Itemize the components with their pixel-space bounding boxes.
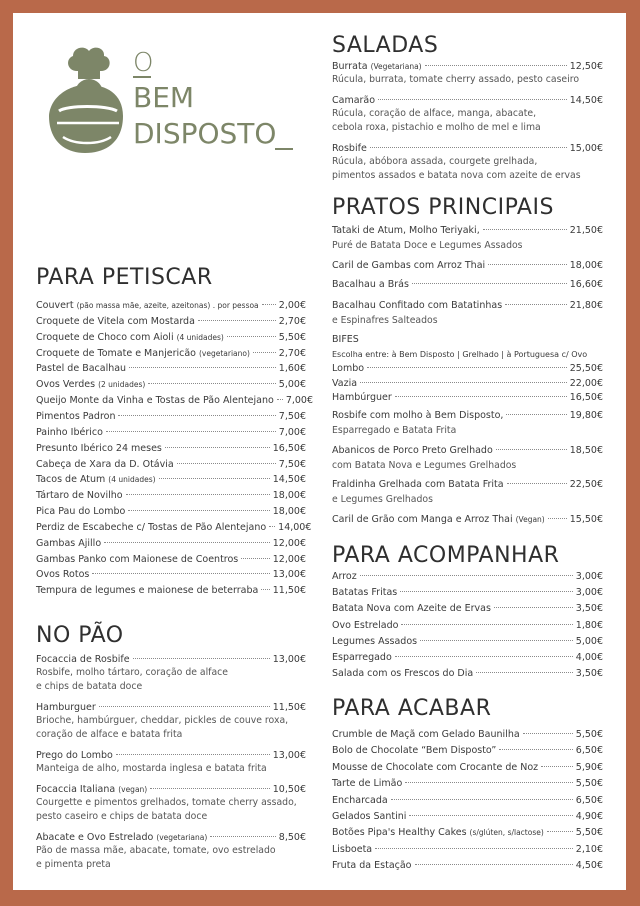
item-note: (Vegan) bbox=[515, 515, 545, 524]
item-name: Caril de Grão com Manga e Arroz Thai bbox=[332, 514, 513, 525]
dot-leader bbox=[253, 352, 276, 353]
menu-item bbox=[36, 410, 306, 423]
acompanhar-heading: PARA ACOMPANHAR bbox=[332, 543, 560, 568]
dot-leader bbox=[165, 447, 270, 448]
item-description: cebola roxa, pistachio e molho de mel e lima bbox=[332, 122, 541, 133]
item-price: 5,50€ bbox=[575, 827, 603, 839]
item-name: Focaccia de Rosbife bbox=[36, 654, 130, 665]
dot-leader bbox=[177, 463, 276, 464]
dot-leader bbox=[159, 478, 270, 479]
item-note: (vegan) bbox=[118, 785, 148, 794]
item-description: Rúcula, coração de alface, manga, abacate, bbox=[332, 108, 537, 119]
item-price: 11,50€ bbox=[272, 585, 306, 597]
item-name: Fruta da Estação bbox=[332, 860, 412, 872]
item-name: Presunto Ibérico 24 meses bbox=[36, 442, 162, 454]
dot-leader bbox=[483, 229, 567, 230]
item-note: (vegetariana) bbox=[156, 833, 208, 842]
item-name: Bolo de Chocolate “Bem Disposto” bbox=[332, 745, 497, 757]
item-price: 14,50€ bbox=[272, 474, 306, 486]
item-description: com Batata Nova e Legumes Grelhados bbox=[332, 460, 517, 471]
item-price: 7,00€ bbox=[285, 395, 314, 407]
item-description: pesto caseiro e chips de batata doce bbox=[36, 811, 208, 822]
dot-leader bbox=[415, 864, 573, 865]
item-price: 4,50€ bbox=[575, 860, 603, 872]
item-name: Crumble de Maçã com Gelado Baunilha bbox=[332, 729, 520, 740]
dot-leader bbox=[425, 65, 567, 66]
menu-item bbox=[332, 513, 603, 526]
dot-leader bbox=[262, 304, 276, 305]
dot-leader bbox=[148, 383, 275, 384]
item-name: Batata Nova com Azeite de Ervas bbox=[332, 603, 491, 615]
item-name: Fraldinha Grelhada com Batata Frita bbox=[332, 479, 504, 490]
item-price: 3,00€ bbox=[575, 587, 603, 599]
menu-item bbox=[332, 586, 603, 599]
item-description: Brioche, hambúrguer, cheddar, pickles de couve roxa, bbox=[36, 715, 289, 726]
item-note: (4 unidades) bbox=[176, 332, 224, 342]
dot-leader bbox=[375, 848, 573, 849]
bifes-note: Escolha entre: à Bem Disposto | Grelhado | à Portuguesa c/ Ovo bbox=[332, 350, 588, 359]
item-price: 7,50€ bbox=[278, 410, 306, 422]
item-price: 3,50€ bbox=[575, 668, 603, 680]
petiscar-heading: PARA PETISCAR bbox=[36, 265, 213, 290]
item-name: Legumes Assados bbox=[332, 635, 418, 647]
item-price: 5,00€ bbox=[575, 635, 603, 647]
menu-item bbox=[36, 553, 306, 566]
menu-item bbox=[36, 521, 312, 534]
dot-leader bbox=[506, 414, 566, 415]
dot-leader bbox=[401, 624, 572, 625]
dot-leader bbox=[548, 518, 567, 519]
item-description: e chips de batata doce bbox=[36, 681, 143, 692]
item-price: 22,00€ bbox=[569, 377, 603, 389]
menu-item bbox=[332, 761, 603, 774]
menu-item bbox=[36, 749, 306, 762]
item-price: 14,50€ bbox=[569, 95, 603, 106]
menu-item bbox=[332, 651, 603, 664]
menu-item bbox=[36, 653, 306, 666]
menu-item bbox=[332, 728, 603, 741]
item-name: Prego do Lombo bbox=[36, 750, 113, 761]
item-name: Pastel de Bacalhau bbox=[36, 363, 127, 375]
menu-item bbox=[36, 442, 306, 455]
item-price: 6,50€ bbox=[575, 745, 603, 757]
item-price: 22,50€ bbox=[569, 479, 603, 490]
item-description: Esparregado e Batata Frita bbox=[332, 425, 457, 436]
bifes-title: BIFES bbox=[332, 334, 359, 345]
dot-leader bbox=[198, 320, 276, 321]
menu-item bbox=[36, 458, 306, 471]
item-name: Ovos Rotos bbox=[36, 569, 90, 581]
menu-item bbox=[332, 570, 603, 583]
acabar-heading: PARA ACABAR bbox=[332, 696, 492, 721]
item-name: Gelados Santini bbox=[332, 811, 407, 822]
menu-item bbox=[36, 331, 306, 344]
menu-item bbox=[36, 378, 306, 391]
item-price: 21,80€ bbox=[569, 300, 603, 311]
item-price: 8,50€ bbox=[278, 832, 306, 843]
item-price: 5,90€ bbox=[575, 761, 603, 773]
item-price: 12,50€ bbox=[569, 61, 603, 72]
item-price: 3,50€ bbox=[575, 603, 603, 615]
menu-item bbox=[332, 478, 603, 491]
item-name: Tarte de Limão bbox=[332, 778, 403, 790]
dot-leader bbox=[412, 283, 567, 284]
chef-logo bbox=[37, 41, 307, 161]
item-price: 1,60€ bbox=[278, 363, 306, 375]
item-price: 5,50€ bbox=[575, 778, 603, 790]
dot-leader bbox=[277, 399, 283, 400]
menu-item bbox=[332, 602, 603, 615]
dot-leader bbox=[126, 494, 270, 495]
menu-item bbox=[36, 568, 306, 581]
dot-leader bbox=[395, 396, 567, 397]
item-name: Tataki de Atum, Molho Teriyaki, bbox=[332, 225, 480, 236]
item-price: 5,00€ bbox=[278, 379, 306, 391]
menu-item bbox=[36, 505, 306, 518]
item-name: Vazia bbox=[332, 377, 358, 389]
item-description: Manteiga de alho, mostarda inglesa e batata frita bbox=[36, 763, 267, 774]
pratos-heading: PRATOS PRINCIPAIS bbox=[332, 195, 554, 220]
dot-leader bbox=[420, 640, 573, 641]
item-price: 13,00€ bbox=[272, 654, 306, 665]
dot-leader bbox=[507, 483, 567, 484]
dot-leader bbox=[409, 815, 572, 816]
menu-item bbox=[332, 142, 603, 155]
menu-item bbox=[332, 409, 603, 422]
menu-item bbox=[332, 826, 603, 839]
dot-leader bbox=[370, 147, 567, 148]
item-name: Ovo Estrelado bbox=[332, 619, 399, 631]
menu-item bbox=[332, 444, 603, 457]
item-name: Lisboeta bbox=[332, 843, 373, 855]
item-price: 1,80€ bbox=[575, 619, 603, 631]
brand-line1: O bbox=[133, 48, 154, 78]
item-price: 5,50€ bbox=[278, 331, 306, 343]
dot-leader bbox=[360, 575, 573, 576]
item-name: Abanicos de Porco Preto Grelhado bbox=[332, 445, 493, 456]
dot-leader bbox=[405, 782, 573, 783]
item-name: Caril de Gambas com Arroz Thai bbox=[332, 260, 486, 271]
item-note: (vegetariano) bbox=[198, 348, 250, 358]
item-name: Batatas Fritas bbox=[332, 587, 398, 599]
menu-item bbox=[36, 299, 306, 312]
menu-item bbox=[332, 377, 603, 390]
item-description: Rúcula, abóbora assada, courgete grelhada, bbox=[332, 156, 538, 167]
dot-leader bbox=[476, 672, 573, 673]
menu-item bbox=[332, 259, 603, 272]
item-description: Rosbife, molho tártaro, coração de alface bbox=[36, 667, 228, 678]
menu-item bbox=[332, 619, 603, 632]
item-price: 13,00€ bbox=[272, 750, 306, 761]
menu-item bbox=[36, 831, 306, 844]
menu-item bbox=[332, 744, 603, 757]
menu-item bbox=[36, 489, 306, 502]
menu-item bbox=[36, 701, 306, 714]
dot-leader bbox=[92, 573, 269, 574]
menu-page bbox=[13, 13, 626, 890]
item-description: coração de alface e batata frita bbox=[36, 729, 183, 740]
item-price: 3,00€ bbox=[575, 571, 603, 582]
item-price: 15,00€ bbox=[569, 143, 603, 154]
item-name: Arroz bbox=[332, 571, 357, 582]
item-price: 5,50€ bbox=[575, 729, 603, 740]
item-price: 4,00€ bbox=[575, 652, 603, 663]
dot-leader bbox=[128, 510, 269, 511]
item-name: Esparregado bbox=[332, 652, 392, 663]
item-description: e pimenta preta bbox=[36, 859, 111, 870]
item-name: Couvert bbox=[36, 300, 74, 311]
dot-leader bbox=[269, 526, 275, 527]
item-price: 16,60€ bbox=[569, 279, 603, 290]
dot-leader bbox=[499, 749, 572, 750]
item-note: (4 unidades) bbox=[108, 475, 156, 485]
dot-leader bbox=[488, 264, 567, 265]
dot-leader bbox=[541, 766, 573, 767]
dot-leader bbox=[496, 449, 567, 450]
item-name: Pica Pau do Lombo bbox=[36, 506, 126, 518]
dot-leader bbox=[391, 799, 573, 800]
item-name: Burrata bbox=[332, 61, 368, 72]
item-price: 2,70€ bbox=[278, 315, 306, 327]
item-name: Hamburguer bbox=[36, 702, 96, 713]
item-name: Croquete de Choco com Aioli bbox=[36, 331, 174, 343]
menu-item bbox=[332, 299, 603, 312]
dot-leader bbox=[367, 367, 567, 368]
dot-leader bbox=[210, 836, 276, 837]
item-description: Courgette e pimentos grelhados, tomate cherry assado, bbox=[36, 797, 297, 808]
item-name: Gambas Panko com Maionese de Coentros bbox=[36, 553, 239, 565]
menu-item bbox=[36, 426, 306, 439]
item-description: Rúcula, burrata, tomate cherry assado, pesto caseiro bbox=[332, 74, 580, 85]
dot-leader bbox=[241, 558, 270, 559]
menu-item bbox=[332, 810, 603, 823]
item-name: Tacos de Atum bbox=[36, 474, 106, 486]
menu-item bbox=[332, 60, 603, 73]
brand-line3: DISPOSTO bbox=[133, 117, 277, 150]
menu-item bbox=[36, 584, 306, 597]
item-name: Botões Pipa's Healthy Cakes bbox=[332, 827, 467, 839]
item-name: Salada com os Frescos do Dia bbox=[332, 668, 474, 680]
item-name: Bacalhau Confitado com Batatinhas bbox=[332, 300, 503, 311]
dot-leader bbox=[106, 431, 276, 432]
item-name: Croquete de Tomate e Manjericão bbox=[36, 347, 196, 359]
item-name: Bacalhau a Brás bbox=[332, 279, 409, 290]
item-note: (s/glúten, s/lactose) bbox=[469, 828, 544, 838]
item-price: 2,00€ bbox=[278, 300, 306, 311]
item-name: Croquete de Vitela com Mostarda bbox=[36, 315, 195, 327]
menu-item bbox=[332, 224, 603, 237]
menu-item bbox=[36, 537, 306, 550]
dot-leader bbox=[494, 607, 573, 608]
dot-leader bbox=[378, 99, 567, 100]
dot-leader bbox=[104, 542, 270, 543]
item-note: (Vegetariana) bbox=[370, 62, 422, 71]
dot-leader bbox=[261, 589, 269, 590]
dot-leader bbox=[523, 733, 573, 734]
menu-item bbox=[332, 794, 603, 807]
item-price: 15,50€ bbox=[569, 514, 603, 525]
menu-item bbox=[36, 315, 306, 328]
item-price: 2,70€ bbox=[278, 347, 306, 359]
item-description: e Legumes Grelhados bbox=[332, 494, 433, 505]
menu-item bbox=[36, 362, 306, 375]
item-description: Pão de massa mãe, abacate, tomate, ovo estrelado bbox=[36, 845, 276, 856]
item-price: 19,80€ bbox=[569, 410, 603, 421]
item-note: (2 unidades) bbox=[98, 380, 146, 390]
item-price: 16,50€ bbox=[569, 392, 603, 403]
item-price: 18,00€ bbox=[569, 260, 603, 271]
saladas-heading: SALADAS bbox=[332, 33, 439, 58]
item-price: 18,50€ bbox=[569, 445, 603, 456]
item-description: pimentos assados e batata nova com azeite de ervas bbox=[332, 170, 581, 181]
item-price: 11,50€ bbox=[272, 702, 306, 713]
dot-leader bbox=[395, 656, 573, 657]
dot-leader bbox=[150, 788, 270, 789]
menu-item bbox=[332, 391, 603, 404]
item-name: Tempura de legumes e maionese de beterraba bbox=[36, 585, 259, 597]
menu-item bbox=[36, 473, 306, 486]
dot-leader bbox=[118, 415, 275, 416]
item-name: Queijo Monte da Vinha e Tostas de Pão Alentejano bbox=[36, 395, 274, 407]
menu-item bbox=[332, 94, 603, 107]
item-name: Mousse de Chocolate com Crocante de Noz bbox=[332, 761, 539, 773]
item-name: Hambúrguer bbox=[332, 392, 392, 403]
item-price: 10,50€ bbox=[272, 784, 306, 795]
item-name: Encharcada bbox=[332, 794, 388, 806]
dot-leader bbox=[129, 367, 276, 368]
item-price: 6,50€ bbox=[575, 794, 603, 806]
item-name: Rosbife com molho à Bem Disposto, bbox=[332, 410, 504, 421]
menu-item bbox=[332, 667, 603, 680]
item-name: Perdiz de Escabeche c/ Tostas de Pão Alentejano bbox=[36, 521, 267, 533]
item-description: e Espinafres Salteados bbox=[332, 315, 438, 326]
item-description: Puré de Batata Doce e Legumes Assados bbox=[332, 240, 523, 251]
dot-leader bbox=[505, 304, 567, 305]
menu-item bbox=[36, 394, 314, 407]
dot-leader bbox=[360, 382, 567, 383]
item-note: (pão massa mãe, azeite, azeitonas) . por pessoa bbox=[76, 301, 259, 310]
item-price: 12,00€ bbox=[272, 537, 306, 549]
item-price: 4,90€ bbox=[575, 811, 603, 822]
item-name: Gambas Ajillo bbox=[36, 537, 102, 549]
dot-leader bbox=[99, 706, 270, 707]
item-price: 7,00€ bbox=[278, 426, 306, 438]
menu-item bbox=[332, 362, 603, 375]
item-name: Cabeça de Xara da D. Otávia bbox=[36, 458, 174, 470]
item-price: 14,00€ bbox=[278, 521, 312, 533]
dot-leader bbox=[400, 591, 573, 592]
dot-leader bbox=[116, 754, 270, 755]
brand-line2: BEM bbox=[133, 81, 195, 114]
item-price: 21,50€ bbox=[569, 225, 603, 236]
item-price: 2,10€ bbox=[575, 843, 603, 855]
item-name: Ovos Verdes bbox=[36, 379, 96, 391]
item-name: Tártaro de Novilho bbox=[36, 490, 123, 502]
menu-item bbox=[36, 347, 306, 360]
dot-leader bbox=[133, 658, 270, 659]
dot-leader bbox=[227, 336, 276, 337]
item-name: Camarão bbox=[332, 95, 376, 106]
item-price: 13,00€ bbox=[272, 569, 306, 581]
menu-item bbox=[332, 777, 603, 790]
item-price: 7,50€ bbox=[278, 458, 306, 470]
item-price: 12,00€ bbox=[272, 553, 306, 565]
menu-item bbox=[332, 635, 603, 648]
menu-item bbox=[36, 783, 306, 796]
item-price: 18,00€ bbox=[272, 506, 306, 518]
item-price: 18,00€ bbox=[272, 490, 306, 502]
item-name: Lombo bbox=[332, 363, 365, 374]
item-name: Abacate e Ovo Estrelado bbox=[36, 832, 154, 843]
menu-item bbox=[332, 278, 603, 291]
item-price: 16,50€ bbox=[272, 442, 306, 454]
item-name: Pimentos Padron bbox=[36, 410, 116, 422]
menu-item bbox=[332, 859, 603, 872]
dot-leader bbox=[547, 831, 573, 832]
item-price: 25,50€ bbox=[569, 363, 603, 374]
nopao-heading: NO PÃO bbox=[36, 623, 124, 648]
item-name: Painho Ibérico bbox=[36, 426, 103, 438]
item-name: Focaccia Italiana bbox=[36, 784, 116, 795]
item-name: Rosbife bbox=[332, 143, 367, 154]
menu-item bbox=[332, 843, 603, 856]
